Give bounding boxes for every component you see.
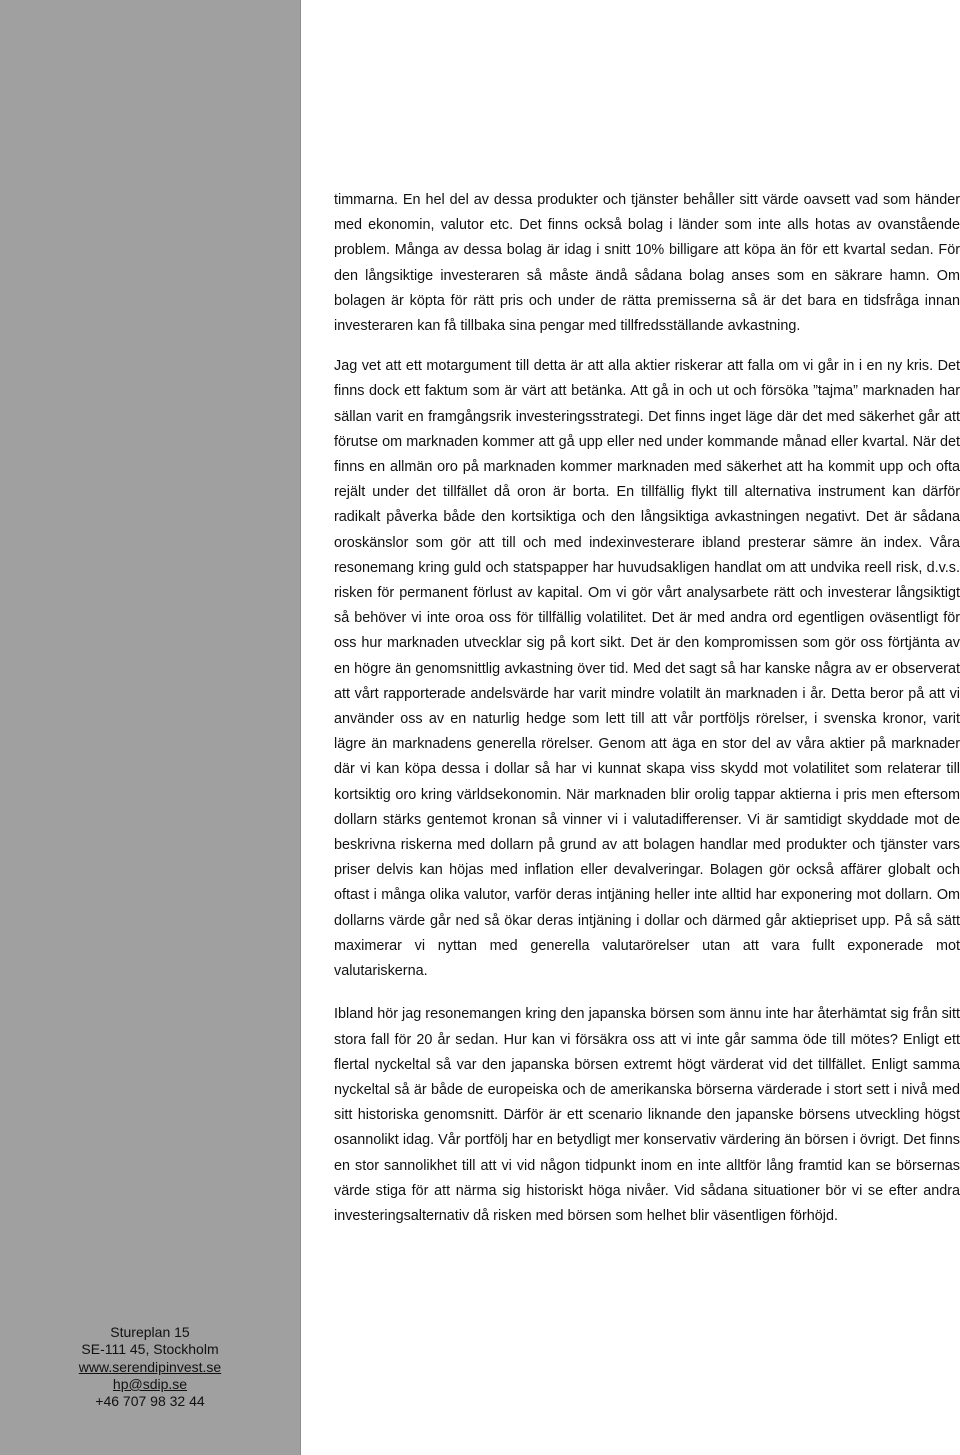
paragraph-3: Ibland hör jag resonemangen kring den japanska börsen som ännu inte har återhämtat sig från sitt stora fall för 20 år sedan. Hur kan vi försäkra oss att vi inte går samma öde till mötes? Enligt ett flertal nyckeltal så var den japanska börsen extremt högt värderat vid det tillfället. Enligt samma nyckeltal så är både de europeiska och de amerikanska börserna värderade i stort sett i nivå med sitt historiska genomsnitt. Därför är ett scenario liknande den japanske börsens utveckling högst osannolikt idag. Vår portfölj har en betydligt mer konservativ värdering än börsen i övrigt. Det finns en stor sannolikhet till att vi vid någon tidpunkt inom en inte alltför lång framtid kan se börsernas värde stiga för att närma sig historiskt höga nivåer. Vid sådana situationer bör vi se efter andra investeringsalternativ då risken med börsen som helhet blir väsentligen förhöjd. [334,1006,960,1224]
email-link[interactable]: hp@sdip.se [112,1375,188,1392]
address-postal: SE-111 45, Stockholm [81,1341,219,1358]
sidebar [0,0,301,1455]
paragraph-1: timmarna. En hel del av dessa produkter och tjänster behåller sitt värde oavsett vad som händer med ekonomin, valutor etc. Det finns också bolag i länder som inte alls hotas av ovanstående problem. Många av dessa bolag är idag i snitt 10% billigare att köpa än för ett kvartal sedan. För den långsiktige investeraren så måste ändå sådana bolag anses som en säkrare hamn. Om bolagen är köpta för rätt pris och under de rätta premisserna så är det bara en tidsfråga innan investeraren kan få tillbaka sina pengar med tillfredsställande avkastning. [334,192,960,335]
phone-number: +46 707 98 32 44 [95,1393,205,1410]
address-street: Stureplan 15 [110,1324,190,1340]
website-link[interactable]: www.serendipinvest.se [78,1358,222,1375]
letter-body [334,188,960,1229]
contact-block [0,1324,300,1410]
paragraph-2: Jag vet att ett motargument till detta är att alla aktier riskerar att falla om vi går in i en ny kris. Det finns dock ett faktum som är värt att betänka. Att gå in och ut och försöka ”tajma” marknaden har sällan varit en framgångsrik investeringsstrategi. Det finns inget läge där det med säkerhet går att förutse om marknaden kommer att gå upp eller ned under kommande månad eller kvartal. När det finns en allmän oro på marknaden kommer marknaden med säkerhet att ha kommit upp och ofta rejält under det tillfället då oron är borta. En tillfällig flykt till alternativa instrument kan därför radikalt påverka både den kortsiktiga och den långsiktiga avkastningen negativt. Det är sådana oroskänslor som gör att till och med indexinvesterare ibland presterar sämre än index. Våra resonemang kring guld och statspapper har huvudsakligen handlat om att undvika reell risk, d.v.s. risken för permanent förlust av kapital. Om vi gör vårt analysarbete rätt och investerar långsiktigt så behöver vi inte oroa oss för tillfällig volatilitet. Det är med andra ord egentligen oväsentligt för oss hur marknaden utvecklar sig på kort sikt. Det är den kompromissen som gör oss förtjänta av en högre än genomsnittlig avkastning över tid. Med det sagt så har kanske några av er observerat att vårt rapporterade andelsvärde har varit mindre volatilt än marknaden i år. Detta beror på att vi använder oss av en naturlig hedge som lett till att vår portföljs rörelser, i svenska kronor, varit lägre än marknadens generella rörelser. Genom att äga en stor del av våra aktier på marknader där vi kan köpa dessa i dollar så har vi kunnat skapa viss skydd mot volatilitet som relaterar till kortsiktig oro kring världsekonomin. När marknaden blir orolig tappar aktierna i pris men eftersom dollarn stärks gentemot kronan så vinner vi i valutadifferenser. Vi är samtidigt skyddade mot de beskrivna riskerna med dollarn på grund av att bolagen handlar med produkter och tjänster vars priser delvis kan höjas med inflation eller devalveringar. Bolagen gör också affärer globalt och oftast i många olika valutor, varför deras intjäning heller inte alltid har exponering mot dollarn. Om dollarns värde går ned så ökar deras intjäning i dollar och därmed går aktiepriset upp. På så sätt maximerar vi nyttan med generella valutarörelser utan att vara fullt exponerade mot valutariskerna. [334,358,960,980]
